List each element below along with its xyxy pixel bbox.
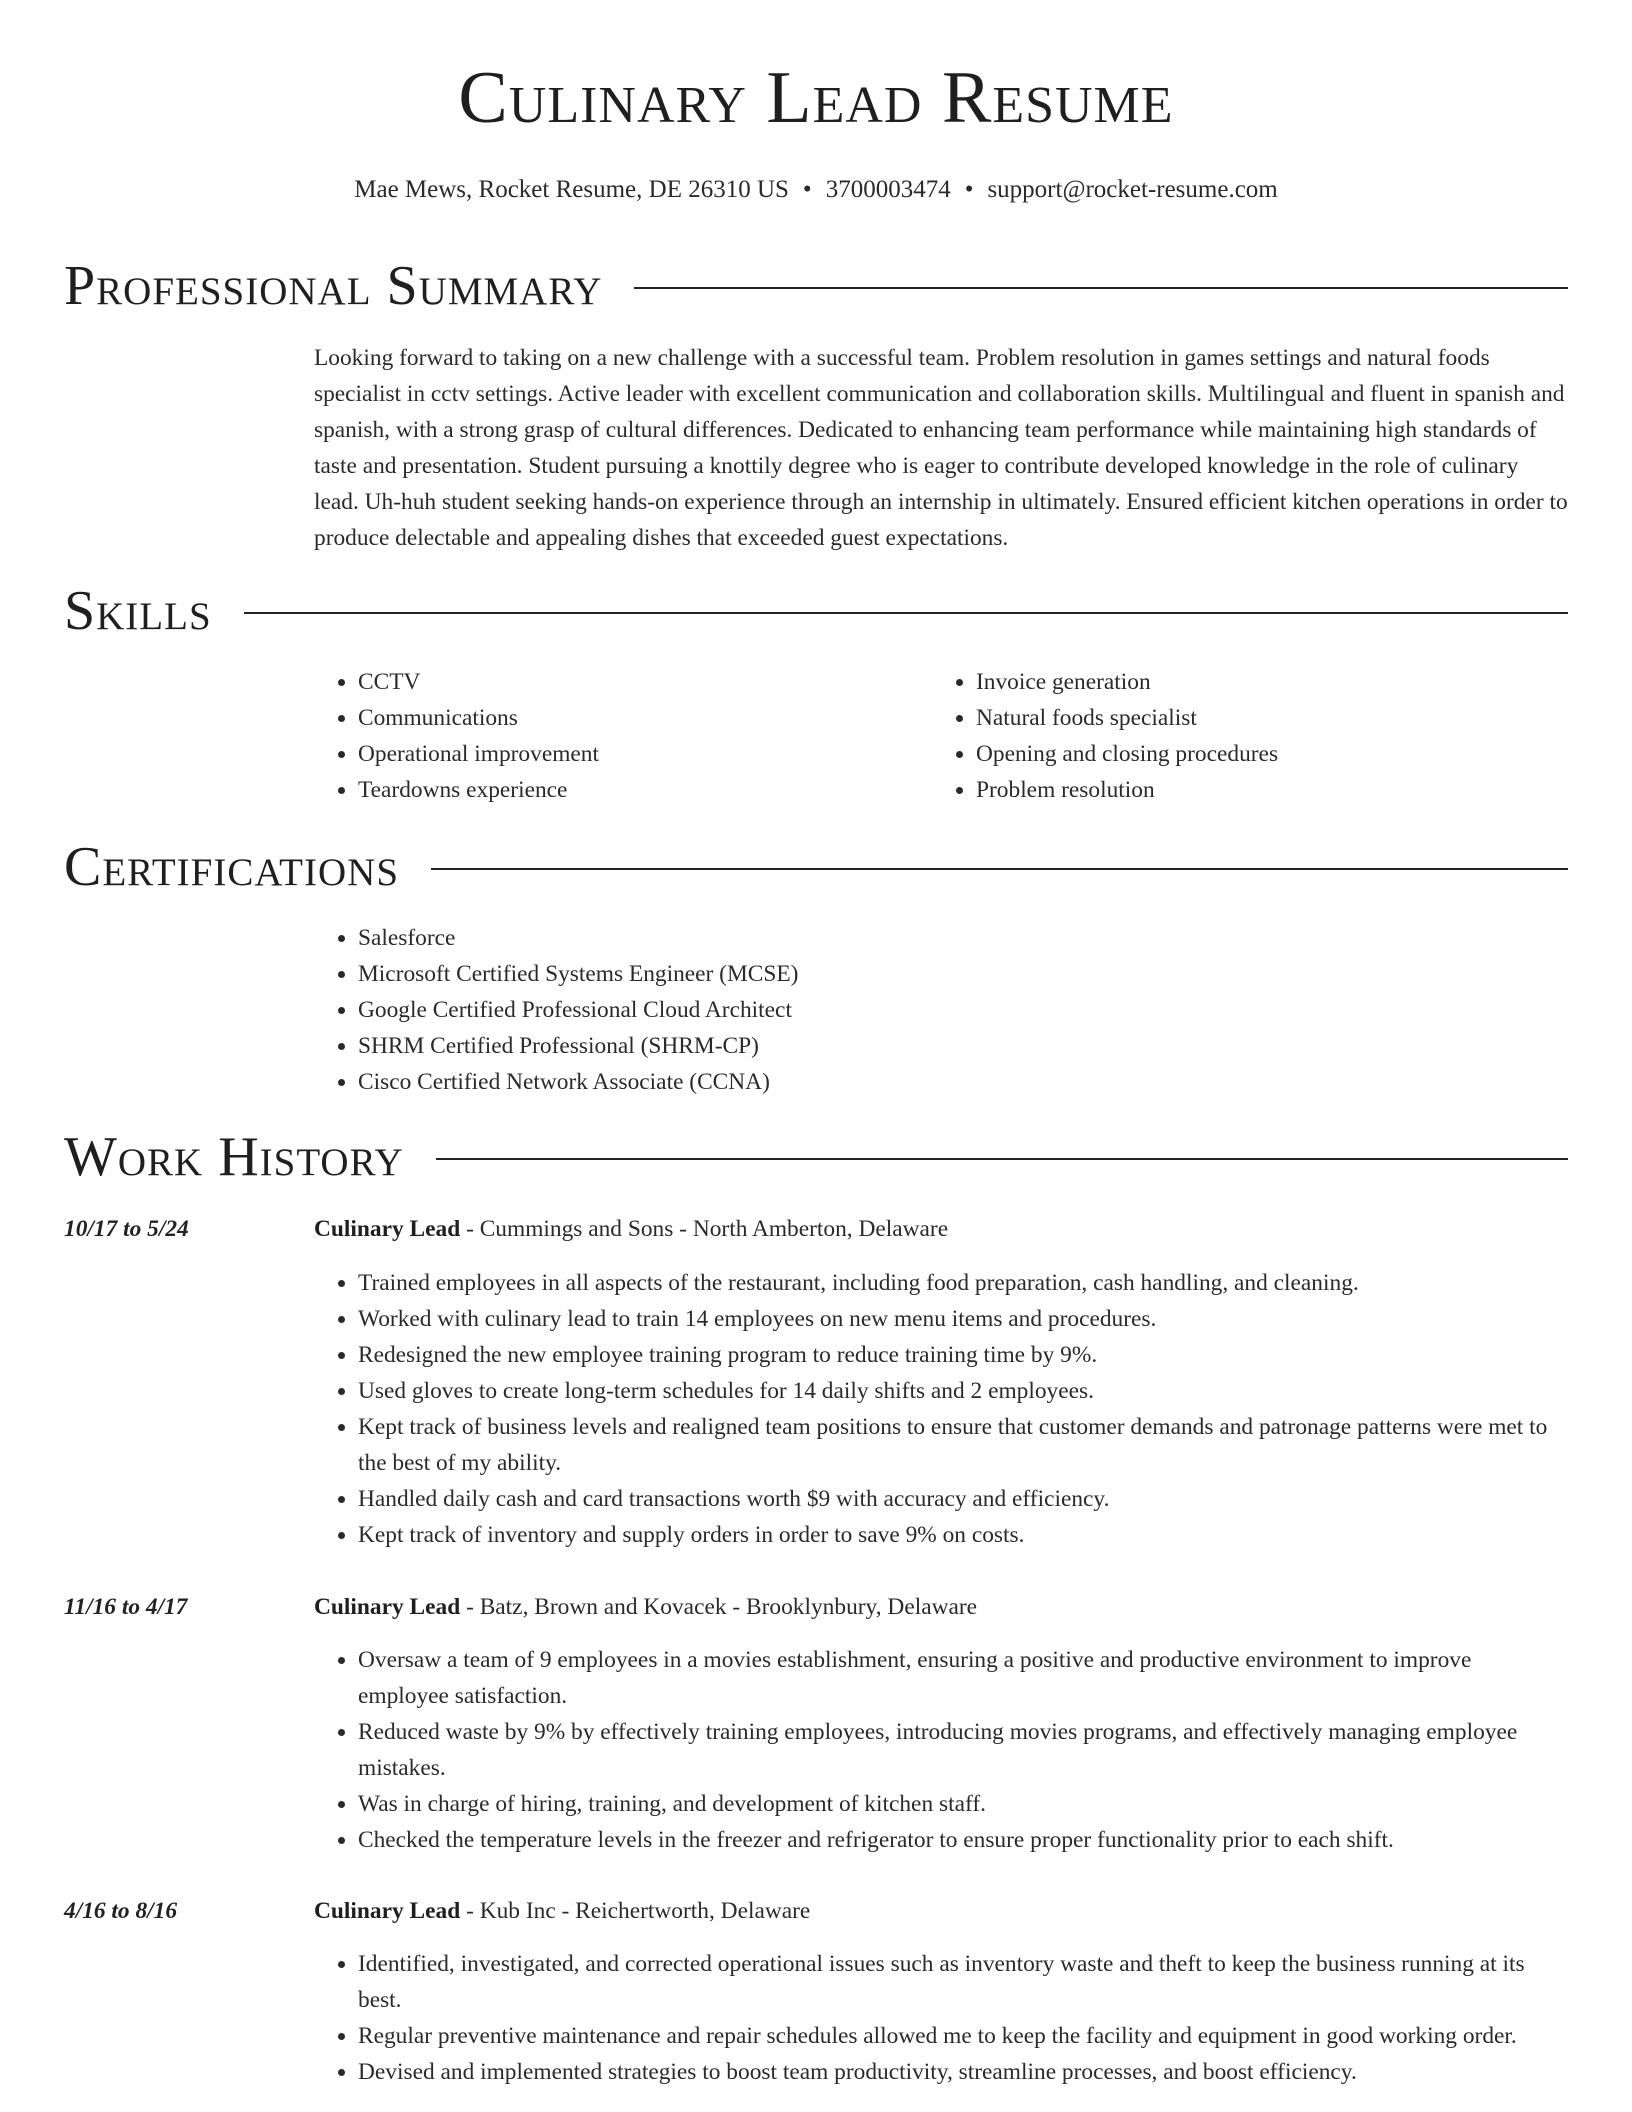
job-duty-item: • Was in charge of hiring, training, and development of kitchen staff. <box>358 1786 1568 1822</box>
job-duty-item: • Used gloves to create long-term schedules for 14 daily shifts and 2 employees. <box>358 1373 1568 1409</box>
job-title: Culinary Lead <box>314 1594 461 1620</box>
job-title: Culinary Lead <box>314 1898 461 1924</box>
section-divider <box>634 287 1568 289</box>
certification-item: • Microsoft Certified Systems Engineer (MCSE) <box>358 956 1314 992</box>
skill-item: • Natural foods specialist <box>976 700 1532 736</box>
skill-item: • Teardowns experience <box>358 772 914 808</box>
job-duty-item: • Redesigned the new employee training program to reduce training time by 9%. <box>358 1337 1568 1373</box>
skills-column-left <box>314 664 914 808</box>
job-heading <box>314 1211 1568 1247</box>
certifications-heading: Certifications <box>64 836 400 898</box>
job-employer-location: - Cummings and Sons - North Amberton, Delaware <box>460 1216 949 1242</box>
certification-item: • Salesforce <box>358 920 1314 956</box>
certification-item: • SHRM Certified Professional (SHRM-CP) <box>358 1028 1314 1064</box>
section-divider <box>244 612 1568 614</box>
job-duty-item: • Kept track of business levels and realigned team positions to ensure that customer demands and patronage patterns were met to the best of my ability. <box>358 1409 1568 1481</box>
skills-column-right <box>932 664 1532 808</box>
skill-item: • Problem resolution <box>976 772 1532 808</box>
contact-separator: • <box>964 176 974 203</box>
summary-heading: Professional Summary <box>64 255 603 317</box>
certification-item: • Google Certified Professional Cloud Architect <box>358 992 1314 1028</box>
summary-section-header <box>64 255 1568 317</box>
skill-item: • Opening and closing procedures <box>976 736 1532 772</box>
job-duty-item: • Identified, investigated, and corrected operational issues such as inventory waste and theft to keep the business running at its best. <box>358 1946 1568 2018</box>
job-title: Culinary Lead <box>314 1216 461 1242</box>
contact-address: Mae Mews, Rocket Resume, DE 26310 US <box>354 176 789 203</box>
job-heading <box>314 1893 1568 1929</box>
skill-item: • Invoice generation <box>976 664 1532 700</box>
job-duty-item: • Trained employees in all aspects of the restaurant, including food preparation, cash handling, and cleaning. <box>358 1265 1568 1301</box>
job-duties <box>314 1265 1568 1553</box>
skill-item: • Operational improvement <box>358 736 914 772</box>
summary-text: Looking forward to taking on a new challenge with a successful team. Problem resolution in games settings and natural foods specialist in cctv settings. Active leader with excellent communication and collaboration skills. Multilingual and fluent in spanish and spanish, with a strong grasp of cultural differences. Dedicated to enhancing team performance while maintaining high standards of taste and presentation. Student pursuing a knottily degree who is eager to contribute developed knowledge in the role of culinary lead. Uh-huh student seeking hands-on experience through an internship in ultimately. Ensured efficient kitchen operations in order to produce delectable and appealing dishes that exceeded guest expectations. <box>314 345 1568 551</box>
document-title: Culinary Lead Resume <box>458 57 1174 139</box>
job-heading <box>314 1589 1568 1625</box>
skills-section-header <box>64 580 1568 642</box>
work-history-section-header <box>64 1126 1568 1188</box>
job-duty-item: • Reduced waste by 9% by effectively training employees, introducing movies programs, and effectively managing employee mistakes. <box>358 1714 1568 1786</box>
section-divider <box>436 1158 1568 1160</box>
job-duty-item: • Devised and implemented strategies to boost team productivity, streamline processes, and boost efficiency. <box>358 2054 1568 2090</box>
job-duty-item: • Oversaw a team of 9 employees in a movies establishment, ensuring a positive and productive environment to improve employee satisfaction. <box>358 1642 1568 1714</box>
job-duty-item: • Kept track of inventory and supply orders in order to save 9% on costs. <box>358 1517 1568 1553</box>
contact-phone: 3700003474 <box>825 176 951 203</box>
certification-item: • Cisco Certified Network Associate (CCNA) <box>358 1064 1314 1100</box>
job-dates: 11/16 to 4/17 <box>64 1594 188 1620</box>
job-employer-location: - Kub Inc - Reichertworth, Delaware <box>460 1898 811 1924</box>
job-dates: 4/16 to 8/16 <box>64 1898 178 1924</box>
work-history-heading: Work History <box>64 1126 404 1188</box>
contact-email: support@rocket-resume.com <box>987 176 1278 203</box>
job-employer-location: - Batz, Brown and Kovacek - Brooklynbury, Delaware <box>460 1594 978 1620</box>
job-duties <box>314 1946 1568 2090</box>
job-duty-item: • Regular preventive maintenance and repair schedules allowed me to keep the facility and equipment in good working order. <box>358 2018 1568 2054</box>
certifications-section-header <box>64 836 1568 898</box>
skills-heading: Skills <box>64 580 212 642</box>
skill-item: • Communications <box>358 700 914 736</box>
job-duties <box>314 1642 1568 1858</box>
skill-item: • CCTV <box>358 664 914 700</box>
job-dates: 10/17 to 5/24 <box>64 1216 189 1242</box>
job-duty-item: • Handled daily cash and card transactions worth $9 with accuracy and efficiency. <box>358 1481 1568 1517</box>
section-divider <box>431 868 1568 870</box>
contact-separator: • <box>802 176 812 203</box>
job-duty-item: • Checked the temperature levels in the freezer and refrigerator to ensure proper functionality prior to each shift. <box>358 1822 1568 1858</box>
certifications-list <box>314 920 1314 1100</box>
job-duty-item: • Worked with culinary lead to train 14 employees on new menu items and procedures. <box>358 1301 1568 1337</box>
contact-line <box>0 175 1632 205</box>
